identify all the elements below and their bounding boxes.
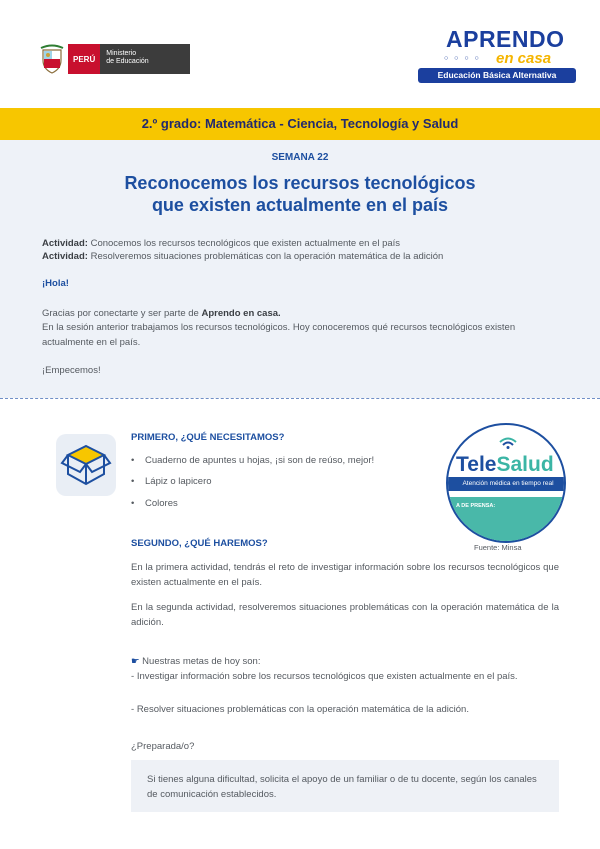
list-item-text: Cuaderno de apuntes u hojas, ¡si son de reúso, mejor! — [145, 455, 375, 466]
activity-1-text: Conocemos los recursos tecnológicos que existen actualmente en el país — [90, 238, 401, 249]
second-heading: SEGUNDO, ¿QUÉ HAREMOS? — [131, 538, 268, 549]
activity-2-label: Actividad: — [42, 251, 88, 262]
image-source: Fuente: Minsa — [474, 543, 522, 552]
telesalud-tagline: Atención médica en tiempo real — [448, 477, 566, 491]
intro-section — [0, 140, 600, 398]
section-divider — [0, 398, 600, 399]
thanks-bold: Aprendo en casa. — [201, 308, 281, 319]
list-item: • Colores — [131, 498, 178, 509]
goals-intro — [131, 656, 260, 667]
list-item-text: Colores — [145, 498, 178, 509]
goal-item: - Resolver situaciones problemáticas con la operación matemática de la adición. — [131, 704, 469, 715]
week-label: SEMANA 22 — [271, 152, 329, 163]
goal-item-text: Resolver situaciones problemáticas con la operación matemática de la adición. — [136, 704, 469, 715]
title-line1: Reconocemos los recursos tecnológicos — [124, 173, 476, 193]
title-line2: que existen actualmente en el país — [151, 195, 449, 215]
wifi-icon — [498, 435, 518, 449]
start-text: ¡Empecemos! — [42, 365, 101, 376]
gov-ministry-line1: Ministerio — [106, 50, 137, 57]
activity-1-label: Actividad: — [42, 238, 88, 249]
government-logo — [40, 44, 190, 74]
gov-ministry-label — [100, 44, 190, 74]
pointing-hand-icon: ☛ — [131, 656, 140, 667]
peru-shield-icon — [40, 44, 64, 74]
goal-item-text: Investigar información sobre los recursos tecnológicos que existen actualmente en el país. — [136, 671, 518, 682]
ready-question: ¿Preparada/o? — [131, 741, 195, 752]
page-title — [0, 172, 600, 216]
gov-country-label: PERÚ — [68, 44, 100, 74]
goal-item: - Investigar información sobre los recursos tecnológicos que existen actualmente en el país. — [131, 671, 518, 682]
telesalud-image — [446, 423, 566, 543]
list-item: • Lápiz o lapicero — [131, 476, 212, 487]
second-paragraph-1: En la primera actividad, tendrás el reto de investigar información sobre los recursos tecnológicos que existen actualmente en el país. — [131, 562, 559, 588]
list-item: • Cuaderno de apuntes u hojas, ¡si son de reúso, mejor! — [131, 455, 375, 466]
telesalud-press: A DE PRENSA: — [456, 503, 496, 509]
gov-ministry-line2: de Educación — [106, 58, 149, 65]
goals-intro-text: Nuestras metas de hoy son: — [142, 656, 261, 667]
greeting: ¡Hola! — [42, 278, 69, 289]
telesalud-brand — [456, 453, 554, 477]
brand-dots: ○ ○ ○ ○ — [444, 55, 481, 62]
previous-session-paragraph: En la sesión anterior trabajamos los recursos tecnológicos. Hoy conoceremos qué recursos tecnológicos existen actualmente en el país. — [42, 322, 516, 348]
box-icon — [56, 434, 116, 496]
first-heading: PRIMERO, ¿QUÉ NECESITAMOS? — [131, 432, 285, 443]
brand-word1: APRENDO — [446, 26, 565, 52]
activity-1 — [42, 238, 400, 249]
brand-word2: en casa — [496, 50, 552, 67]
brand-part1: Tele — [456, 453, 497, 476]
activity-2 — [42, 251, 443, 262]
brand-ribbon: Educación Básica Alternativa — [418, 68, 576, 83]
activity-2-text: Resolveremos situaciones problemáticas con la operación matemática de la adición — [90, 251, 444, 262]
grade-band: 2.º grado: Matemática - Ciencia, Tecnología y Salud — [0, 108, 600, 140]
brand-part2: Salud — [496, 453, 554, 476]
help-box: Si tienes alguna dificultad, solicita el apoyo de un familiar o de tu docente, según los canales de comunicación establecidos. — [131, 760, 559, 812]
page-header — [0, 0, 600, 105]
thanks-prefix: Gracias por conectarte y ser parte de — [42, 308, 202, 319]
thanks-paragraph — [42, 306, 562, 321]
second-paragraph-2: En la segunda actividad, resolveremos situaciones problemáticas con la operación matemática de la adición. — [131, 602, 559, 628]
aprendo-en-casa-logo — [418, 26, 576, 86]
list-item-text: Lápiz o lapicero — [145, 476, 212, 487]
